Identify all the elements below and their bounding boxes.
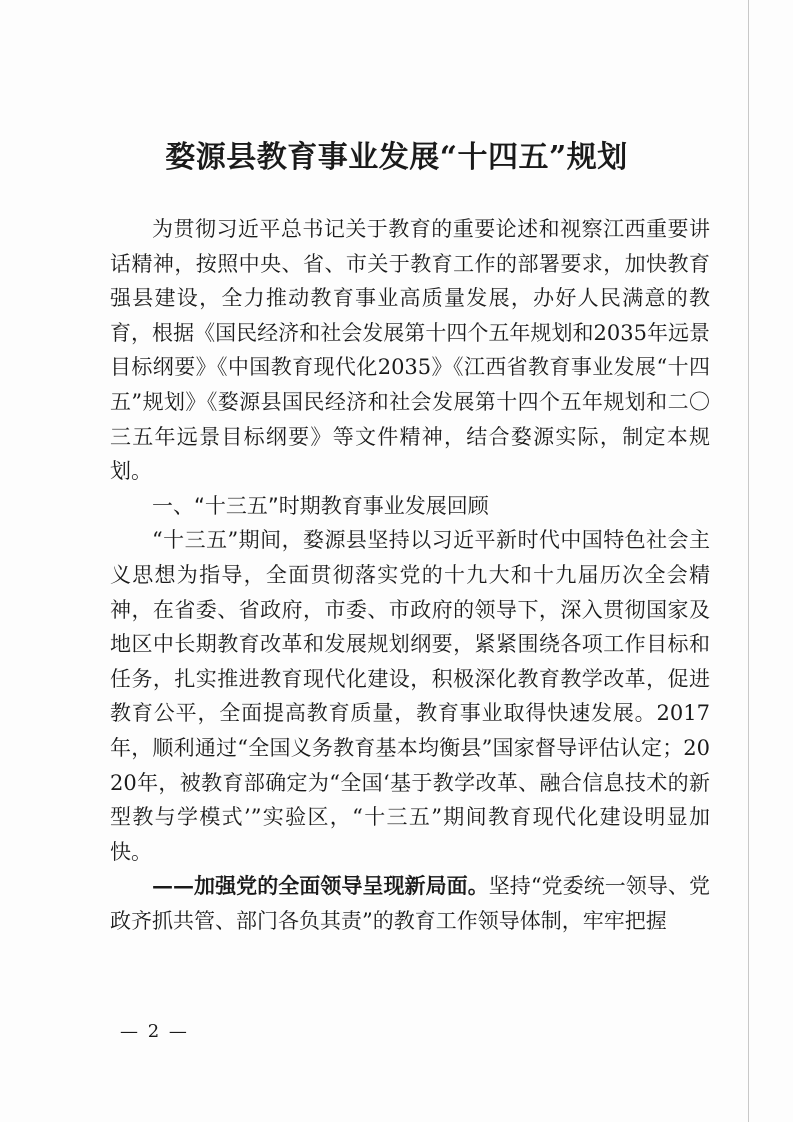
document-title: 婺源县教育事业发展“十四五”规划 — [165, 140, 628, 175]
section-paragraph: “十三五”期间，婺源县坚持以习近平新时代中国特色社会主义思想为指导，全面贯彻落实党的十九大和十九届历次全会精神，在省委、省政府，市委、市政府的领导下，深入贯彻国家及地区中长期教育改革和发展规划纲要，紧紧围绕各项工作目标和任务，扎实推进教育现代化建设，积极深化教育教学改革，促进教育公平，全面提高教育质量，教育事业取得快速发展。2017年，顺利通过“全国义务教育基本均衡县”国家督导评估认定；2020年，被教育部确定为“全国‘基于教学改革、融合信息技术的新型教与学模式’”实验区，“十三五”期间教育现代化建设明显加快。 — [110, 528, 710, 864]
document-body — [110, 212, 710, 938]
item-paragraph — [110, 869, 710, 938]
item-text: 坚持“党委统一领导、党政齐抓共管、部门各负其责”的教育工作领导体制，牢牢把握 — [110, 874, 710, 933]
section-heading: 一、“十三五”时期教育事业发展回顾 — [152, 493, 489, 518]
page-number: — 2 — — [120, 1021, 189, 1042]
intro-paragraph: 为贯彻习近平总书记关于教育的重要论述和视察江西重要讲话精神，按照中央、省、市关于教育工作的部署要求，加快教育强县建设，全力推动教育事业高质量发展，办好人民满意的教育，根据《国民经济和社会发展第十四个五年规划和2035年远景目标纲要》《中国教育现代化2035》《江西省教育事业发展“十四五”规划》《婺源县国民经济和社会发展第十四个五年规划和二〇三五年远景目标纲要》等文件精神，结合婺源实际，制定本规划。 — [110, 217, 710, 484]
item-lead: ——加强党的全面领导呈现新局面。 — [152, 873, 489, 899]
